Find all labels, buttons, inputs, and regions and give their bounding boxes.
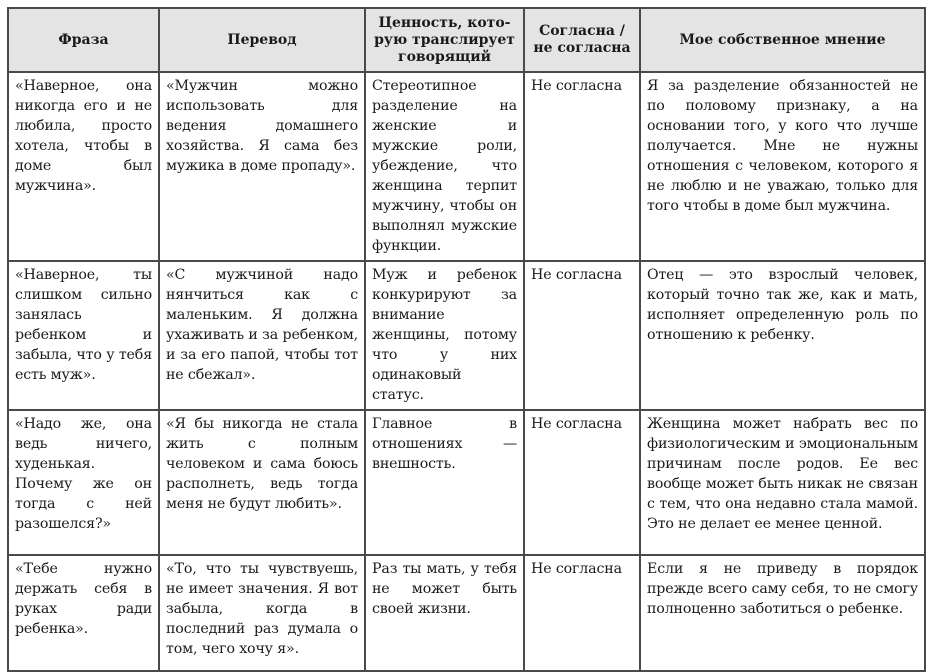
header-agreement: Согласна / не согласна [524, 8, 640, 72]
header-translation: Перевод [159, 8, 365, 72]
cell-phrase: «Наверное, она никогда его и не любила, просто хотела, чтобы в доме был мужчина». [8, 72, 159, 261]
table-header [8, 8, 925, 72]
cell-phrase: «Надо же, она ведь ничего, худенькая. Почему же он тогда с ней разошелся?» [8, 410, 159, 555]
cell-value: Главное в отношениях — внешность. [365, 410, 524, 555]
cell-opinion: Отец — это взрослый человек, который точно так же, как и мать, исполняет определенную роль по отношению к ребенку. [640, 261, 925, 410]
header-phrase: Фраза [8, 8, 159, 72]
cell-agreement: Не согласна [524, 261, 640, 410]
header-opinion: Мое собственное мнение [640, 8, 925, 72]
table-body [8, 72, 925, 671]
cell-value: Муж и ребенок конкурируют за внимание женщины, потому что у них одинаковый статус. [365, 261, 524, 410]
cell-value: Раз ты мать, у тебя не может быть своей жизни. [365, 555, 524, 671]
cell-translation: «Мужчин можно использовать для ведения домашнего хозяйства. Я сама без мужика в доме пропаду». [159, 72, 365, 261]
cell-translation: «То, что ты чувствуешь, не имеет значения. Я вот забыла, когда в последний раз думала о том, чего хочу я». [159, 555, 365, 671]
cell-phrase: «Тебе нужно держать себя в руках ради ребенка». [8, 555, 159, 671]
cell-agreement: Не согласна [524, 555, 640, 671]
table-row [8, 555, 925, 671]
cell-agreement: Не согласна [524, 72, 640, 261]
phrases-table [7, 7, 926, 672]
cell-translation: «Я бы никогда не стала жить с полным человеком и сама боюсь располнеть, ведь тогда меня не будут любить». [159, 410, 365, 555]
header-row [8, 8, 925, 72]
cell-value: Стереотипное разделение на женские и мужские роли, убеждение, что женщина терпит мужчину, чтобы он выполнял мужские функции. [365, 72, 524, 261]
cell-phrase: «Наверное, ты слишком сильно занялась ребенком и забыла, что у тебя есть муж». [8, 261, 159, 410]
table-row [8, 72, 925, 261]
cell-translation: «С мужчиной надо нянчиться как с маленьким. Я должна ухаживать и за ребенком, и за его папой, чтобы тот не сбежал». [159, 261, 365, 410]
cell-opinion: Я за разделение обязанностей не по половому признаку, а на основании того, у кого что лучше получается. Мне не нужны отношения с человеком, которого я не люблю и не уважаю, только для того чтобы в доме был мужчина. [640, 72, 925, 261]
cell-opinion: Если я не приведу в порядок прежде всего саму себя, то не смогу полноценно заботиться о ребенке. [640, 555, 925, 671]
header-value: Ценность, кото-рую транслирует говорящий [365, 8, 524, 72]
cell-agreement: Не согласна [524, 410, 640, 555]
cell-opinion: Женщина может набрать вес по физиологическим и эмоциональным причинам после родов. Ее вес вообще может быть никак не связан с тем, что она недавно стала мамой. Это не делает ее менее ценной. [640, 410, 925, 555]
table-row [8, 410, 925, 555]
table-row [8, 261, 925, 410]
